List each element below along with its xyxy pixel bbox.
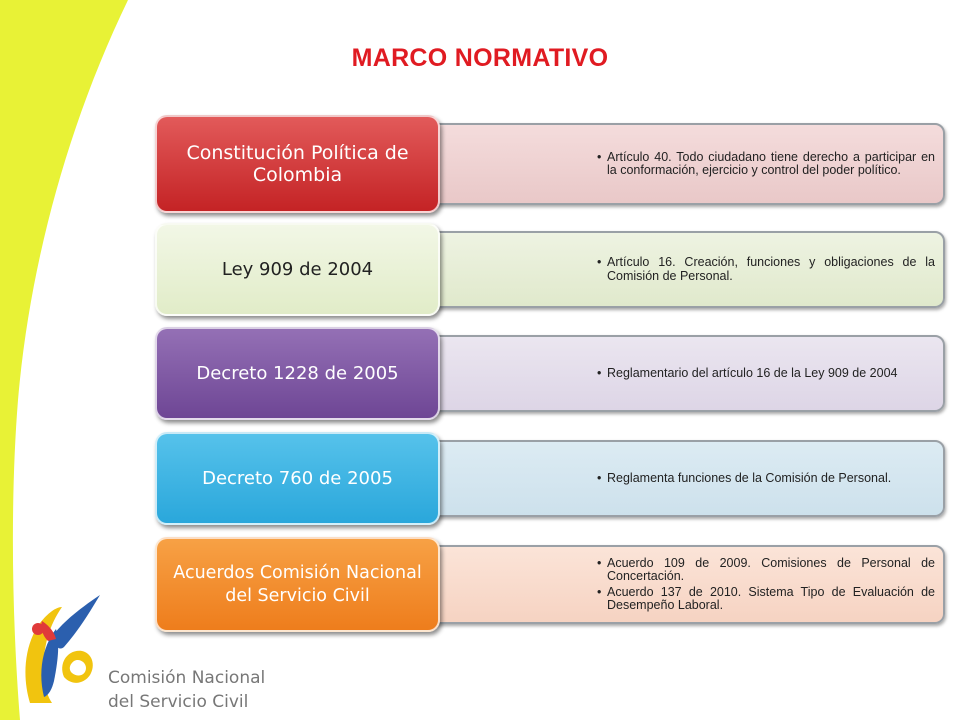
row-label: Ley 909 de 2004	[155, 223, 440, 316]
row-acuerdos-cnsc	[155, 537, 945, 632]
row-description	[405, 545, 945, 624]
row-constitucion	[155, 115, 945, 213]
list-item: • Acuerdo 137 de 2010. Sistema Tipo de Evaluación de Desempeño Laboral.	[607, 586, 935, 613]
list-item: • Reglamenta funciones de la Comisión de Personal.	[607, 472, 891, 486]
row-decreto-760	[155, 432, 945, 525]
logo-text-line2: del Servicio Civil	[108, 692, 249, 712]
row-decreto-1228	[155, 327, 945, 420]
list-item: • Acuerdo 109 de 2009. Comisiones de Personal de Concertación.	[607, 557, 935, 584]
logo-text-line1: Comisión Nacional	[108, 668, 266, 688]
row-ley-909	[155, 223, 945, 316]
list-item: • Reglamentario del artículo 16 de la Ley 909 de 2004	[607, 367, 897, 381]
row-label: Decreto 760 de 2005	[155, 432, 440, 525]
cnsc-figure-logo-icon	[18, 585, 108, 715]
row-label: Constitución Política de Colombia	[155, 115, 440, 213]
row-description	[405, 335, 945, 412]
row-description	[405, 440, 945, 517]
row-description	[405, 231, 945, 308]
list-item: • Artículo 16. Creación, funciones y obligaciones de la Comisión de Personal.	[607, 256, 935, 283]
list-item: • Artículo 40. Todo ciudadano tiene derecho a participar en la conformación, ejercicio y control del poder político.	[607, 151, 935, 178]
row-label: Acuerdos Comisión Nacional del Servicio Civil	[155, 537, 440, 632]
row-label: Decreto 1228 de 2005	[155, 327, 440, 420]
row-description	[405, 123, 945, 205]
page-title: MARCO NORMATIVO	[351, 44, 609, 72]
